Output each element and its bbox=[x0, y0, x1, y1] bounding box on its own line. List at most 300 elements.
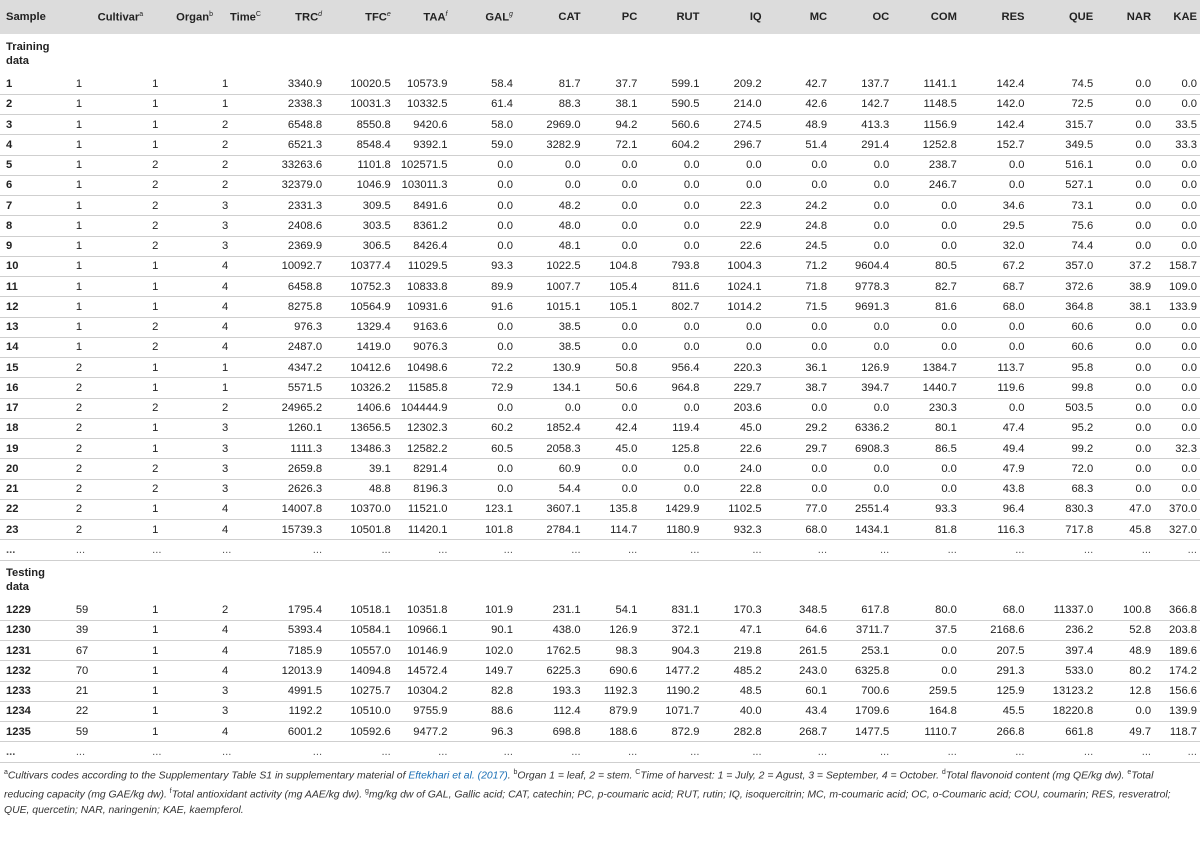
table-cell: 95.8 bbox=[1028, 358, 1097, 378]
table-cell: 0.0 bbox=[1154, 459, 1200, 479]
table-cell: 8491.6 bbox=[394, 196, 451, 216]
table-cell: 0.0 bbox=[584, 398, 641, 418]
table-row bbox=[0, 439, 1200, 459]
table-cell: 0.0 bbox=[1154, 479, 1200, 499]
column-header bbox=[394, 0, 451, 34]
sample-id-cell: 22 bbox=[0, 499, 70, 519]
empty-cell bbox=[892, 34, 960, 74]
table-cell: 10564.9 bbox=[325, 297, 394, 317]
table-cell: 33263.6 bbox=[264, 155, 325, 175]
table-cell: 1190.2 bbox=[640, 681, 702, 701]
footnote-d-text: Total flavonoid content (mg QE/kg dw). bbox=[945, 770, 1128, 782]
table-cell: 0.0 bbox=[451, 175, 516, 195]
ellipsis-cell: ... bbox=[584, 742, 641, 762]
sample-id-cell: 1229 bbox=[0, 600, 70, 620]
table-cell: 2 bbox=[216, 600, 264, 620]
sample-id-cell: 6 bbox=[0, 175, 70, 195]
table-cell: 0.0 bbox=[640, 398, 702, 418]
table-cell: 0.0 bbox=[830, 459, 892, 479]
table-cell: 560.6 bbox=[640, 115, 702, 135]
table-cell: 1046.9 bbox=[325, 175, 394, 195]
empty-cell bbox=[264, 34, 325, 74]
table-cell: 88.6 bbox=[451, 701, 516, 721]
table-cell: 1101.8 bbox=[325, 155, 394, 175]
table-cell: 4 bbox=[216, 641, 264, 661]
table-cell: 831.1 bbox=[640, 600, 702, 620]
sample-id-cell: 17 bbox=[0, 398, 70, 418]
table-cell: 11420.1 bbox=[394, 520, 451, 540]
table-cell: 8361.2 bbox=[394, 216, 451, 236]
table-cell: 1111.3 bbox=[264, 439, 325, 459]
table-cell: 1 bbox=[70, 317, 146, 337]
table-cell: 42.7 bbox=[765, 74, 830, 94]
table-cell: 1 bbox=[70, 337, 146, 357]
table-cell: 50.8 bbox=[584, 358, 641, 378]
table-cell: 261.5 bbox=[765, 641, 830, 661]
table-cell: 0.0 bbox=[1096, 439, 1154, 459]
table-cell: 3 bbox=[216, 479, 264, 499]
sample-id-cell: 14 bbox=[0, 337, 70, 357]
table-cell: 1477.2 bbox=[640, 661, 702, 681]
table-cell: 67.2 bbox=[960, 256, 1028, 276]
table-cell: 24.2 bbox=[765, 196, 830, 216]
table-cell: 246.7 bbox=[892, 175, 960, 195]
table-cell: 1384.7 bbox=[892, 358, 960, 378]
table-cell: 366.8 bbox=[1154, 600, 1200, 620]
ellipsis-cell: ... bbox=[264, 540, 325, 560]
table-cell: 0.0 bbox=[1154, 378, 1200, 398]
column-header-footnote-marker: g bbox=[509, 10, 513, 18]
table-cell: 104444.9 bbox=[394, 398, 451, 418]
table-cell: 60.9 bbox=[516, 459, 584, 479]
column-header bbox=[451, 0, 516, 34]
empty-cell bbox=[765, 34, 830, 74]
table-cell: 2369.9 bbox=[264, 236, 325, 256]
table-cell: 10020.5 bbox=[325, 74, 394, 94]
empty-cell bbox=[216, 560, 264, 600]
table-cell: 0.0 bbox=[960, 398, 1028, 418]
table-cell: 0.0 bbox=[765, 337, 830, 357]
table-cell: 6325.8 bbox=[830, 661, 892, 681]
table-cell: 24.0 bbox=[702, 459, 764, 479]
table-cell: 10377.4 bbox=[325, 256, 394, 276]
empty-cell bbox=[640, 34, 702, 74]
table-cell: 1 bbox=[216, 378, 264, 398]
table-cell: 10275.7 bbox=[325, 681, 394, 701]
column-header-label: Cultivar bbox=[97, 11, 140, 24]
table-cell: 38.1 bbox=[1096, 297, 1154, 317]
table-cell: 793.8 bbox=[640, 256, 702, 276]
table-cell: 1 bbox=[146, 499, 216, 519]
table-cell: 0.0 bbox=[451, 216, 516, 236]
column-header bbox=[216, 0, 264, 34]
table-cell: 152.7 bbox=[960, 135, 1028, 155]
empty-cell bbox=[451, 560, 516, 600]
ellipsis-cell: ... bbox=[1028, 540, 1097, 560]
sample-id-cell: 23 bbox=[0, 520, 70, 540]
table-cell: 149.7 bbox=[451, 661, 516, 681]
table-cell: 49.7 bbox=[1096, 722, 1154, 742]
table-cell: 1 bbox=[70, 216, 146, 236]
table-cell: 370.0 bbox=[1154, 499, 1200, 519]
table-cell: 59 bbox=[70, 722, 146, 742]
table-cell: 71.2 bbox=[765, 256, 830, 276]
table-cell: 100.8 bbox=[1096, 600, 1154, 620]
table-cell: 0.0 bbox=[830, 216, 892, 236]
table-cell: 259.5 bbox=[892, 681, 960, 701]
table-cell: 0.0 bbox=[640, 196, 702, 216]
table-cell: 72.9 bbox=[451, 378, 516, 398]
table-cell: 4 bbox=[216, 499, 264, 519]
table-cell: 0.0 bbox=[1154, 337, 1200, 357]
table-cell: 142.7 bbox=[830, 94, 892, 114]
table-cell: 74.4 bbox=[1028, 236, 1097, 256]
table-cell: 0.0 bbox=[1096, 216, 1154, 236]
table-cell: 125.8 bbox=[640, 439, 702, 459]
column-header-label: Time bbox=[230, 11, 256, 24]
table-cell: 11521.0 bbox=[394, 499, 451, 519]
table-cell: 0.0 bbox=[1154, 317, 1200, 337]
table-cell: 8291.4 bbox=[394, 459, 451, 479]
table-cell: 58.4 bbox=[451, 74, 516, 94]
table-cell: 188.6 bbox=[584, 722, 641, 742]
table-row bbox=[0, 641, 1200, 661]
ellipsis-cell: ... bbox=[1154, 742, 1200, 762]
ellipsis-cell: ... bbox=[702, 540, 764, 560]
column-header bbox=[584, 0, 641, 34]
table-cell: 236.2 bbox=[1028, 620, 1097, 640]
table-cell: 1 bbox=[146, 620, 216, 640]
table-cell: 2 bbox=[70, 418, 146, 438]
table-cell: 142.0 bbox=[960, 94, 1028, 114]
table-cell: 1007.7 bbox=[516, 277, 584, 297]
table-cell: 2 bbox=[70, 439, 146, 459]
ellipsis-cell: ... bbox=[702, 742, 764, 762]
table-cell: 229.7 bbox=[702, 378, 764, 398]
table-cell: 0.0 bbox=[830, 236, 892, 256]
table-cell: 3 bbox=[216, 681, 264, 701]
table-cell: 38.9 bbox=[1096, 277, 1154, 297]
table-cell: 116.3 bbox=[960, 520, 1028, 540]
sample-id-cell: 1 bbox=[0, 74, 70, 94]
table-cell: 1 bbox=[70, 74, 146, 94]
sample-id-cell: 9 bbox=[0, 236, 70, 256]
table-cell: 38.7 bbox=[765, 378, 830, 398]
ellipsis-cell: ... bbox=[394, 540, 451, 560]
table-row bbox=[0, 398, 1200, 418]
table-cell: 2 bbox=[216, 398, 264, 418]
table-cell: 5571.5 bbox=[264, 378, 325, 398]
table-cell: 119.4 bbox=[640, 418, 702, 438]
empty-cell bbox=[146, 34, 216, 74]
reference-link[interactable]: Eftekhari et al. (2017) bbox=[408, 770, 508, 782]
table-cell: 82.7 bbox=[892, 277, 960, 297]
table-cell: 3 bbox=[216, 236, 264, 256]
table-cell: 1071.7 bbox=[640, 701, 702, 721]
table-cell: 0.0 bbox=[765, 317, 830, 337]
table-cell: 71.5 bbox=[765, 297, 830, 317]
table-cell: 503.5 bbox=[1028, 398, 1097, 418]
table-cell: 105.1 bbox=[584, 297, 641, 317]
table-row bbox=[0, 256, 1200, 276]
table-cell: 64.6 bbox=[765, 620, 830, 640]
table-cell: 36.1 bbox=[765, 358, 830, 378]
empty-cell bbox=[765, 560, 830, 600]
column-header-label: TFC bbox=[365, 11, 387, 24]
table-cell: 24965.2 bbox=[264, 398, 325, 418]
empty-cell bbox=[216, 34, 264, 74]
empty-cell bbox=[640, 560, 702, 600]
ellipsis-cell: ... bbox=[325, 742, 394, 762]
empty-cell bbox=[1096, 34, 1154, 74]
table-cell: 1 bbox=[146, 358, 216, 378]
ellipsis-cell: ... bbox=[70, 742, 146, 762]
table-cell: 94.2 bbox=[584, 115, 641, 135]
table-cell: 6001.2 bbox=[264, 722, 325, 742]
table-cell: 10498.6 bbox=[394, 358, 451, 378]
table-cell: 1 bbox=[70, 94, 146, 114]
table-cell: 90.1 bbox=[451, 620, 516, 640]
table-cell: 89.9 bbox=[451, 277, 516, 297]
footnote-c-marker: C bbox=[635, 769, 641, 776]
table-cell: 2 bbox=[70, 378, 146, 398]
table-cell: 3 bbox=[216, 216, 264, 236]
table-cell: 4 bbox=[216, 317, 264, 337]
table-row bbox=[0, 520, 1200, 540]
table-cell: 0.0 bbox=[1154, 236, 1200, 256]
table-cell: 75.6 bbox=[1028, 216, 1097, 236]
table-cell: 209.2 bbox=[702, 74, 764, 94]
table-cell: 1 bbox=[216, 94, 264, 114]
column-header-label: QUE bbox=[1068, 11, 1094, 23]
table-cell: 0.0 bbox=[584, 196, 641, 216]
table-cell: 220.3 bbox=[702, 358, 764, 378]
table-cell: 10833.8 bbox=[394, 277, 451, 297]
table-cell: 37.5 bbox=[892, 620, 960, 640]
table-cell: 10351.8 bbox=[394, 600, 451, 620]
table-cell: 3 bbox=[216, 439, 264, 459]
table-cell: 15739.3 bbox=[264, 520, 325, 540]
table-cell: 81.6 bbox=[892, 297, 960, 317]
table-row bbox=[0, 196, 1200, 216]
table-cell: 68.0 bbox=[960, 297, 1028, 317]
ellipsis-cell: ... bbox=[264, 742, 325, 762]
column-header bbox=[264, 0, 325, 34]
table-cell: 438.0 bbox=[516, 620, 584, 640]
table-cell: 60.1 bbox=[765, 681, 830, 701]
table-cell: 2408.6 bbox=[264, 216, 325, 236]
table-cell: 48.9 bbox=[765, 115, 830, 135]
table-cell: 133.9 bbox=[1154, 297, 1200, 317]
table-cell: 0.0 bbox=[702, 337, 764, 357]
table-cell: 32.3 bbox=[1154, 439, 1200, 459]
table-cell: 274.5 bbox=[702, 115, 764, 135]
table-cell: 533.0 bbox=[1028, 661, 1097, 681]
table-cell: 0.0 bbox=[892, 216, 960, 236]
table-cell: 0.0 bbox=[584, 236, 641, 256]
table-cell: 253.1 bbox=[830, 641, 892, 661]
table-cell: 11585.8 bbox=[394, 378, 451, 398]
sample-id-cell: 11 bbox=[0, 277, 70, 297]
table-cell: 1141.1 bbox=[892, 74, 960, 94]
table-cell: 0.0 bbox=[830, 337, 892, 357]
table-cell: 0.0 bbox=[640, 337, 702, 357]
table-cell: 10326.2 bbox=[325, 378, 394, 398]
column-header bbox=[325, 0, 394, 34]
table-cell: 42.4 bbox=[584, 418, 641, 438]
table-cell: 48.0 bbox=[516, 216, 584, 236]
table-row bbox=[0, 297, 1200, 317]
column-header-label: KAE bbox=[1173, 11, 1197, 23]
table-cell: 3607.1 bbox=[516, 499, 584, 519]
table-row bbox=[0, 681, 1200, 701]
table-cell: 10501.8 bbox=[325, 520, 394, 540]
table-cell: 22.6 bbox=[702, 439, 764, 459]
table-cell: 80.5 bbox=[892, 256, 960, 276]
column-header bbox=[1154, 0, 1200, 34]
column-header-label: NAR bbox=[1126, 11, 1152, 23]
ellipsis-cell: ... bbox=[451, 742, 516, 762]
table-cell: 48.8 bbox=[325, 479, 394, 499]
empty-cell bbox=[702, 34, 764, 74]
table-cell: 1 bbox=[70, 135, 146, 155]
table-cell: 2551.4 bbox=[830, 499, 892, 519]
table-cell: 14007.8 bbox=[264, 499, 325, 519]
table-cell: 71.8 bbox=[765, 277, 830, 297]
table-cell: 1 bbox=[216, 358, 264, 378]
table-cell: 1477.5 bbox=[830, 722, 892, 742]
sample-id-cell: 16 bbox=[0, 378, 70, 398]
table-row bbox=[0, 155, 1200, 175]
table-cell: 1260.1 bbox=[264, 418, 325, 438]
empty-cell bbox=[830, 560, 892, 600]
ellipsis-cell: ... bbox=[146, 742, 216, 762]
table-cell: 47.1 bbox=[702, 620, 764, 640]
table-cell: 72.0 bbox=[1028, 459, 1097, 479]
table-cell: 39 bbox=[70, 620, 146, 640]
column-header bbox=[1096, 0, 1154, 34]
table-cell: 7185.9 bbox=[264, 641, 325, 661]
table-cell: 49.4 bbox=[960, 439, 1028, 459]
table-cell: 0.0 bbox=[830, 175, 892, 195]
sample-id-cell: 20 bbox=[0, 459, 70, 479]
table-cell: 0.0 bbox=[584, 317, 641, 337]
table-cell: 73.1 bbox=[1028, 196, 1097, 216]
table-cell: 4347.2 bbox=[264, 358, 325, 378]
table-cell: 1 bbox=[70, 236, 146, 256]
table-cell: 932.3 bbox=[702, 520, 764, 540]
ellipsis-cell: ... bbox=[516, 742, 584, 762]
table-cell: 0.0 bbox=[1096, 317, 1154, 337]
table-cell: 0.0 bbox=[1096, 236, 1154, 256]
table-cell: 4991.5 bbox=[264, 681, 325, 701]
table-cell: 0.0 bbox=[451, 236, 516, 256]
empty-cell bbox=[1028, 560, 1097, 600]
table-cell: 1440.7 bbox=[892, 378, 960, 398]
table-cell: 2 bbox=[216, 135, 264, 155]
empty-cell bbox=[394, 34, 451, 74]
table-cell: 291.3 bbox=[960, 661, 1028, 681]
footnote-c-text: Time of harvest: 1 = July, 2 = Agust, 3 = September, 4 = October. bbox=[640, 770, 942, 782]
table-cell: 60.5 bbox=[451, 439, 516, 459]
footnote-d-marker: d bbox=[941, 769, 946, 776]
empty-cell bbox=[702, 560, 764, 600]
table-cell: 0.0 bbox=[1096, 155, 1154, 175]
table-cell: 0.0 bbox=[1096, 115, 1154, 135]
table-cell: 10412.6 bbox=[325, 358, 394, 378]
table-cell: 9778.3 bbox=[830, 277, 892, 297]
empty-cell bbox=[70, 34, 146, 74]
table-cell: 8548.4 bbox=[325, 135, 394, 155]
column-header-label: Sample bbox=[6, 11, 46, 23]
table-cell: 11029.5 bbox=[394, 256, 451, 276]
table-cell: 0.0 bbox=[765, 398, 830, 418]
table-cell: 0.0 bbox=[960, 317, 1028, 337]
table-cell: 872.9 bbox=[640, 722, 702, 742]
table-cell: 2 bbox=[70, 479, 146, 499]
table-cell: 0.0 bbox=[1096, 479, 1154, 499]
table-cell: 1014.2 bbox=[702, 297, 764, 317]
table-cell: 1022.5 bbox=[516, 256, 584, 276]
table-cell: 119.6 bbox=[960, 378, 1028, 398]
column-header bbox=[1028, 0, 1097, 34]
table-cell: 93.3 bbox=[892, 499, 960, 519]
table-cell: 1 bbox=[70, 256, 146, 276]
table-cell: 2 bbox=[70, 499, 146, 519]
table-cell: 99.8 bbox=[1028, 378, 1097, 398]
table-cell: 214.0 bbox=[702, 94, 764, 114]
table-cell: 81.7 bbox=[516, 74, 584, 94]
ellipsis-cell: ... bbox=[0, 742, 70, 762]
table-cell: 42.6 bbox=[765, 94, 830, 114]
ellipsis-cell: ... bbox=[640, 742, 702, 762]
ellipsis-cell: ... bbox=[1028, 742, 1097, 762]
ellipsis-cell: ... bbox=[1154, 540, 1200, 560]
table-cell: 142.4 bbox=[960, 115, 1028, 135]
table-cell: 0.0 bbox=[892, 459, 960, 479]
table-cell: 315.7 bbox=[1028, 115, 1097, 135]
table-cell: 0.0 bbox=[1096, 459, 1154, 479]
footnote-a-text: Cultivars codes according to the Supplementary Table S1 in supplementary material of bbox=[7, 770, 409, 782]
table-cell: 10592.6 bbox=[325, 722, 394, 742]
table-cell: 10518.1 bbox=[325, 600, 394, 620]
table-cell: 10584.1 bbox=[325, 620, 394, 640]
table-cell: 2626.3 bbox=[264, 479, 325, 499]
table-cell: 1419.0 bbox=[325, 337, 394, 357]
table-cell: 102.0 bbox=[451, 641, 516, 661]
table-cell: 0.0 bbox=[892, 479, 960, 499]
table-cell: 32.0 bbox=[960, 236, 1028, 256]
table-row bbox=[0, 94, 1200, 114]
table-cell: 0.0 bbox=[1154, 155, 1200, 175]
table-cell: 48.5 bbox=[702, 681, 764, 701]
empty-cell bbox=[146, 560, 216, 600]
table-cell: 102571.5 bbox=[394, 155, 451, 175]
table-cell: 60.6 bbox=[1028, 337, 1097, 357]
ellipsis-cell: ... bbox=[765, 540, 830, 560]
table-cell: 219.8 bbox=[702, 641, 764, 661]
empty-cell bbox=[584, 560, 641, 600]
column-header bbox=[70, 0, 146, 34]
table-cell: 45.0 bbox=[702, 418, 764, 438]
empty-cell bbox=[960, 560, 1028, 600]
column-header bbox=[960, 0, 1028, 34]
table-cell: 1 bbox=[146, 135, 216, 155]
table-cell: 47.9 bbox=[960, 459, 1028, 479]
table-cell: 2338.3 bbox=[264, 94, 325, 114]
footnote-b-marker: b bbox=[513, 769, 518, 776]
table-cell: 617.8 bbox=[830, 600, 892, 620]
